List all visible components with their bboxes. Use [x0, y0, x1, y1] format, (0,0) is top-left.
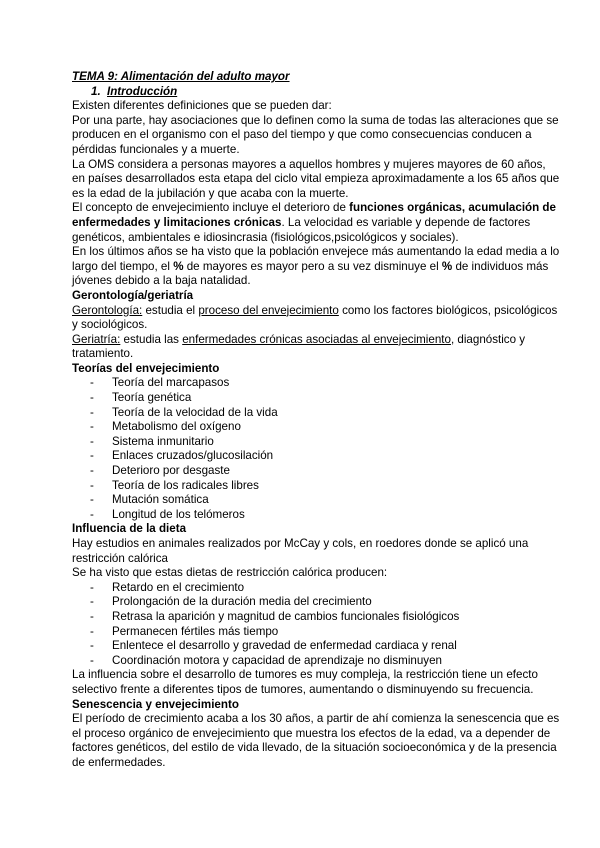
text-run: estudia el [142, 303, 199, 317]
list-item: - Metabolismo del oxígeno [90, 420, 560, 435]
list-item: - Enlentece el desarrollo y gravedad de enfermedad cardiaca y renal [90, 639, 560, 654]
list-item: - Deterioro por desgaste [90, 464, 560, 479]
section-heading-introduccion [72, 85, 560, 100]
percent-sign: % [173, 259, 184, 273]
heading-dieta: Influencia de la dieta [72, 522, 187, 536]
list-item: - Permanecen fértiles más tiempo [90, 625, 560, 640]
text-run: . La velocidad es variable y depende de factores genéticos, ambientales e idiosincrasia (fisiológicos,psicológicos y sociales). [72, 215, 531, 244]
term-gerontologia: Gerontología: [72, 303, 143, 317]
term-geriatria: Geriatría: [72, 332, 121, 346]
underlined-phrase: enfermedades crónicas asociadas al envejecimiento [182, 332, 451, 346]
section-title: Introducción [107, 84, 178, 98]
text-run: como los factores biológicos, psicológicos y sociológicos. [72, 303, 558, 332]
intro-paragraph-3: La OMS considera a personas mayores a aquellos hombres y mujeres mayores de 60 años, en países desarrollados esta etapa del ciclo vital empieza aproximadamente a los 65 años que es la edad de la jubilación y que acaba con la muerte. [72, 157, 560, 200]
list-item: - Sistema inmunitario [90, 435, 560, 450]
heading-senescencia: Senescencia y envejecimiento [72, 697, 239, 711]
dieta-paragraph-1: Hay estudios en animales realizados por McCay y cols, en roedores donde se aplicó una restricción calórica [72, 537, 529, 565]
heading-teorias: Teorías del envejecimiento [72, 361, 220, 375]
teorias-list [72, 376, 560, 522]
list-item: - Teoría genética [90, 391, 560, 406]
text-run: El concepto de envejecimiento incluye el deterioro de [72, 201, 350, 215]
section-number: 1. [91, 84, 101, 98]
heading-gerontologia: Gerontología/geriatría [72, 288, 194, 302]
intro-paragraph-2: Por una parte, hay asociaciones que lo definen como la suma de todas las alteraciones que se producen en el organismo con el paso del tiempo y que como consecuencias conducen a pérdidas funcionales y a muerte. [72, 113, 559, 156]
list-item: - Teoría de los radicales libres [90, 479, 560, 494]
text-run: estudia las [120, 332, 183, 346]
bold-text: funciones orgánicas, acumulación de enfermedades y limitaciones crónicas [72, 201, 556, 229]
dieta-paragraph-2: Se ha visto que estas dietas de restricción calórica producen: [72, 566, 388, 580]
definition-gerontologia [72, 304, 560, 333]
list-item: - Teoría de la velocidad de la vida [90, 406, 560, 421]
percent-sign: % [441, 259, 453, 273]
list-item: - Teoría del marcapasos [90, 376, 560, 391]
list-item: - Longitud de los telómeros [90, 508, 560, 523]
list-item: - Retrasa la aparición y magnitud de cambios funcionales fisiológicos [90, 610, 560, 625]
list-item: - Mutación somática [90, 493, 560, 508]
page-title: TEMA 9: Alimentación del adulto mayor [72, 70, 290, 83]
text-run: de individuos más jóvenes debido a la baja natalidad. [72, 259, 549, 288]
list-item: - Enlaces cruzados/glucosilación [90, 449, 560, 464]
list-item: - Coordinación motora y capacidad de aprendizaje no disminuyen [90, 654, 560, 669]
text-run: , diagnóstico y tratamiento. [72, 332, 526, 361]
definition-geriatria [72, 333, 560, 362]
intro-paragraph-4 [72, 201, 560, 245]
list-item: - Retardo en el crecimiento [90, 581, 560, 596]
intro-paragraph-5 [72, 245, 560, 289]
dieta-paragraph-3: La influencia sobre el desarrollo de tumores es muy compleja, la restricción tiene un efecto selectivo frente a diferentes tipos de tumores, aumentando o disminuyendo su frecuencia. [72, 668, 538, 696]
text-run: de mayores es mayor pero a su vez disminuye el [183, 259, 442, 273]
list-item: - Prolongación de la duración media del crecimiento [90, 595, 560, 610]
senescencia-paragraph: El período de crecimiento acaba a los 30 años, a partir de ahí comienza la senescencia que es el proceso orgánico de envejecimiento que muestra los efectos de la edad, va a depender de factores genéticos, del estilo de vida llevado, de la situación socioeconómica y de la presencia de enfermedades. [72, 712, 560, 769]
underlined-phrase: proceso del envejecimiento [198, 303, 339, 317]
text-run: En los últimos años se ha visto que la población envejece más aumentando la edad media a lo largo del tiempo, el [72, 245, 560, 273]
intro-paragraph-1: Existen diferentes definiciones que se pueden dar: [72, 99, 332, 113]
dieta-effects-list [72, 581, 560, 669]
